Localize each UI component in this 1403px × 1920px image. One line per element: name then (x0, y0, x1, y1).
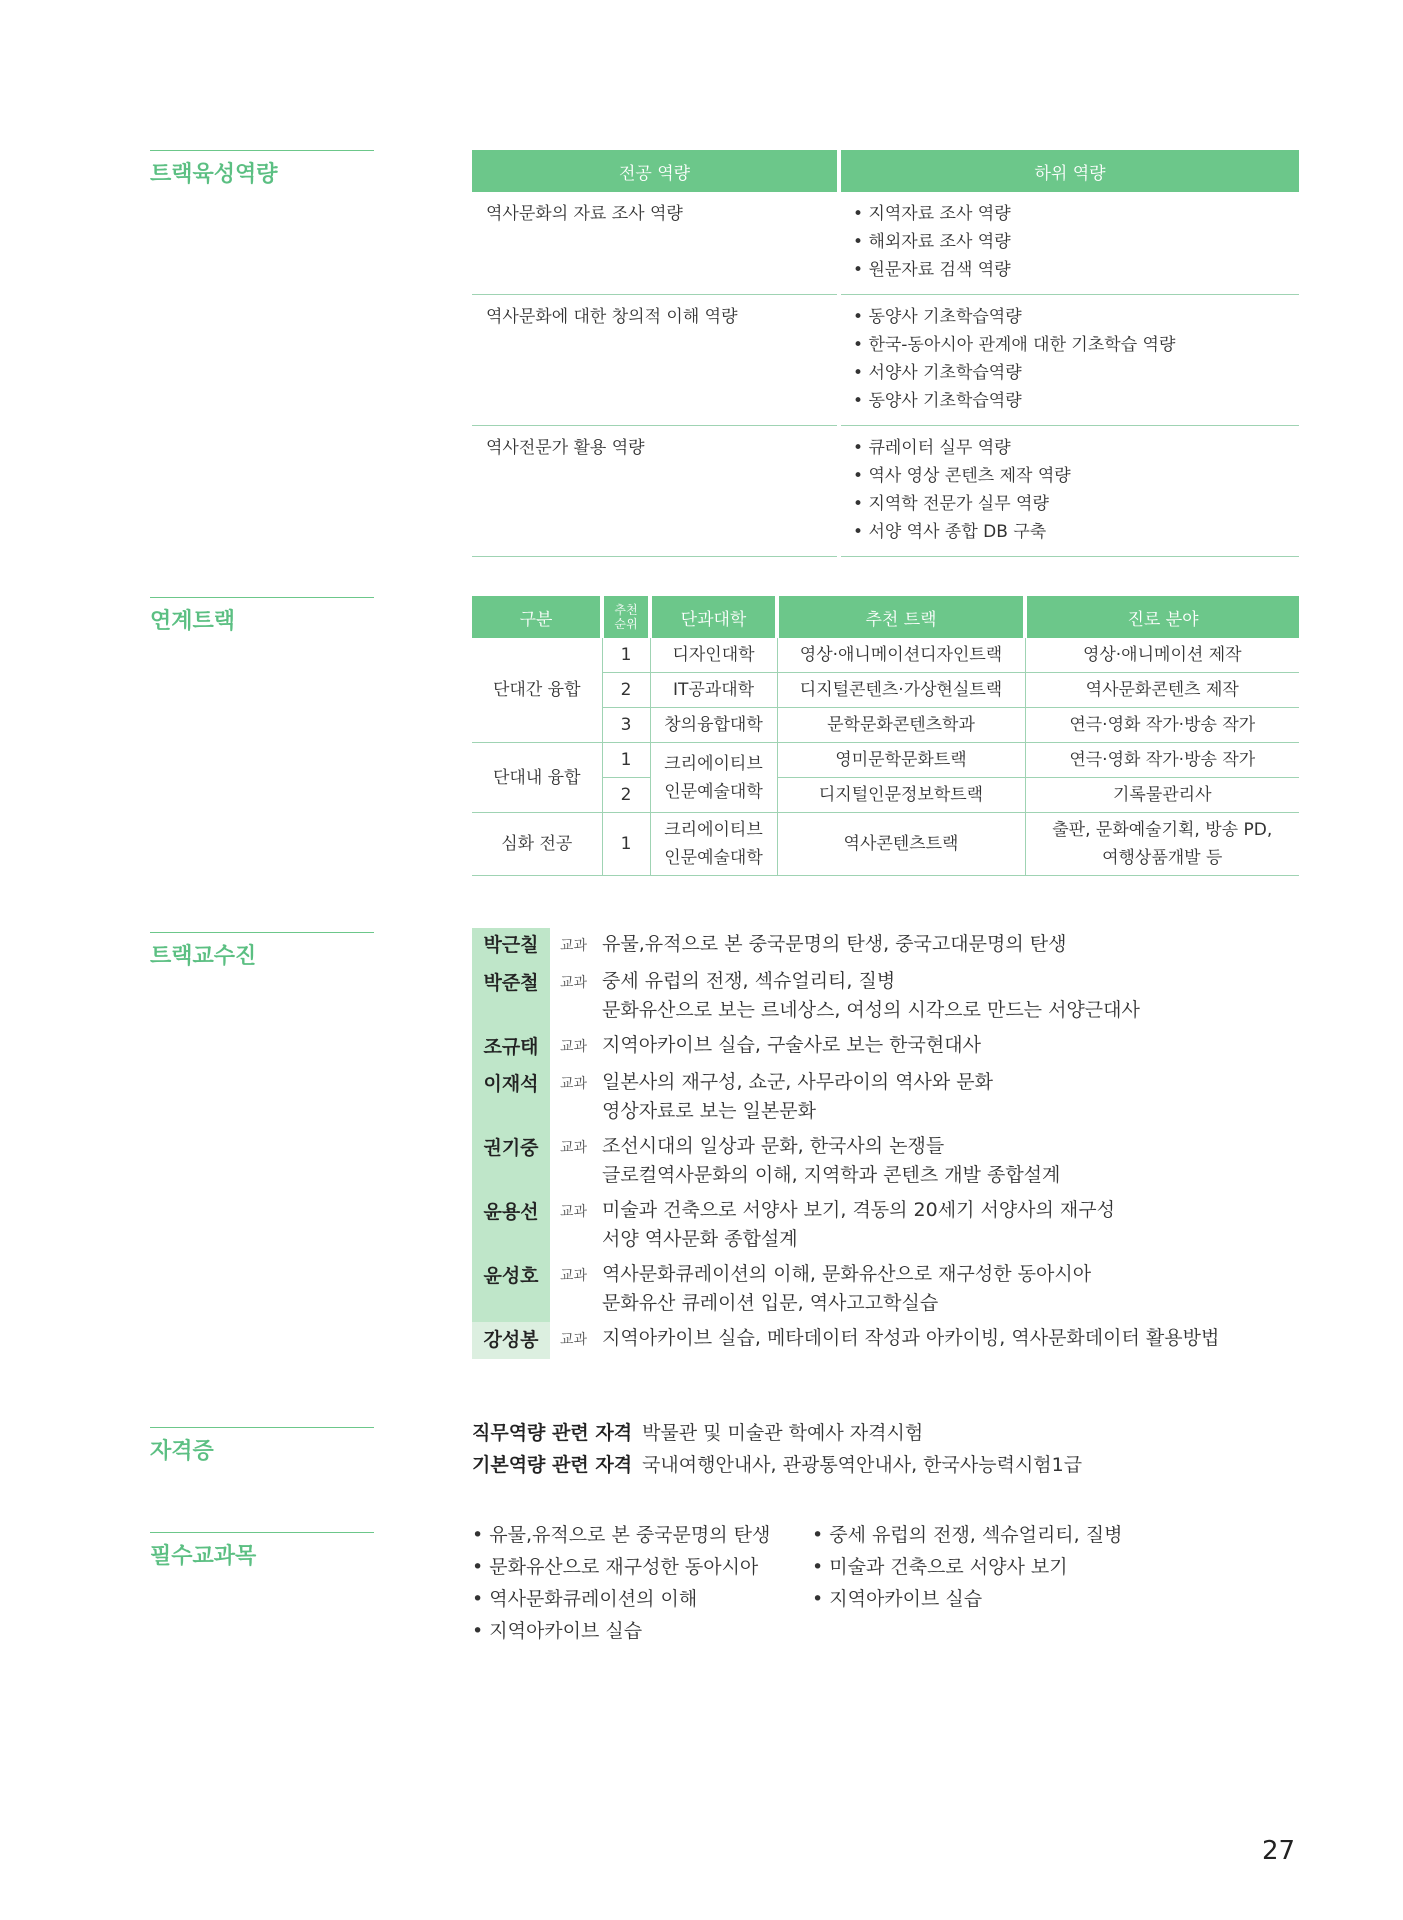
course-line: 영상자료로 보는 일본문화 (602, 1100, 816, 1122)
track-college: IT공과대학 (650, 673, 777, 708)
track-career: 연극·영화 작가·방송 작가 (1025, 743, 1299, 778)
list-item: • 역사문화큐레이션의 이해 (472, 1583, 812, 1615)
table-row (472, 426, 1299, 557)
track-type: 단대간 융합 (472, 638, 602, 743)
header-rank (602, 596, 650, 638)
course-tag: 교과 (560, 1332, 588, 1348)
course-line: 서양 역사문화 종합설계 (602, 1228, 798, 1250)
career-line: 출판, 문화예술기획, 방송 PD, (1052, 820, 1273, 840)
track-college: 창의융합대학 (650, 708, 777, 743)
course-line: 중세 유럽의 전쟁, 섹슈얼리티, 질병 (602, 970, 896, 992)
certificate-row (472, 1449, 1082, 1481)
faculty-courses (550, 1258, 1091, 1322)
track-career: 연극·영화 작가·방송 작가 (1025, 708, 1299, 743)
section-label-required: 필수교과목 (150, 1532, 374, 1570)
table-row (472, 638, 1299, 673)
section-label-competency: 트랙육성역량 (150, 150, 374, 188)
course-tag: 교과 (560, 1039, 588, 1055)
track-name: 문학문화콘텐츠학과 (777, 708, 1025, 743)
track-college (650, 743, 777, 813)
faculty-name: 강성봉 (472, 1322, 550, 1359)
faculty-row (472, 1130, 1292, 1194)
college-line: 크리에이티브 (664, 820, 763, 840)
course-line: 지역아카이브 실습, 구술사로 보는 한국현대사 (602, 1034, 981, 1056)
required-courses-col2 (812, 1519, 1122, 1647)
section-label-certificates: 자격증 (150, 1427, 374, 1465)
sub-competencies (839, 295, 1299, 426)
faculty-name: 권기중 (472, 1130, 550, 1194)
list-item: • 원문자료 검색 역량 (853, 256, 1285, 284)
table-row (472, 192, 1299, 295)
list-item: • 동양사 기초학습역량 (853, 303, 1285, 331)
track-rank: 3 (602, 708, 650, 743)
list-item: • 역사 영상 콘텐츠 제작 역량 (853, 462, 1285, 490)
college-line: 인문예술대학 (664, 848, 763, 868)
track-type: 단대내 융합 (472, 743, 602, 813)
header-sub-competency: 하위 역량 (839, 150, 1299, 192)
page-number: 27 (1262, 1836, 1296, 1866)
college-line: 크리에이티브 (664, 753, 763, 774)
track-career: 기록물관리사 (1025, 778, 1299, 813)
certificate-label: 직무역량 관련 자격 (472, 1422, 633, 1444)
header-major-competency: 전공 역량 (472, 150, 839, 192)
college-line: 인문예술대학 (664, 781, 763, 802)
list-item: • 미술과 건축으로 서양사 보기 (812, 1551, 1122, 1583)
list-item: • 지역자료 조사 역량 (853, 200, 1285, 228)
faculty-row (472, 1194, 1292, 1258)
course-line: 문화유산 큐레이션 입문, 역사고고학실습 (602, 1292, 939, 1314)
track-name: 영상·애니메이션디자인트랙 (777, 638, 1025, 673)
header-rank-line2: 순위 (614, 617, 638, 631)
header-track: 추천 트랙 (777, 596, 1025, 638)
faculty-courses (550, 965, 1140, 1029)
faculty-name: 조규태 (472, 1029, 550, 1066)
list-item: • 큐레이터 실무 역량 (853, 434, 1285, 462)
section-label-faculty: 트랙교수진 (150, 932, 374, 970)
certificates-list (472, 1417, 1082, 1481)
course-tag: 교과 (560, 1268, 588, 1284)
course-line: 역사문화큐레이션의 이해, 문화유산으로 재구성한 동아시아 (602, 1263, 1092, 1285)
track-name: 영미문학문화트랙 (777, 743, 1025, 778)
section-label-linked-track: 연계트랙 (150, 597, 374, 635)
course-line: 조선시대의 일상과 문화, 한국사의 논쟁들 (602, 1135, 945, 1157)
major-competency: 역사문화의 자료 조사 역량 (472, 192, 839, 295)
header-college: 단과대학 (650, 596, 777, 638)
track-rank: 1 (602, 638, 650, 673)
table-row (472, 295, 1299, 426)
course-line: 미술과 건축으로 서양사 보기, 격동의 20세기 서양사의 재구성 (602, 1199, 1115, 1221)
header-career: 진로 분야 (1025, 596, 1299, 638)
course-tag: 교과 (560, 975, 588, 991)
competency-table (472, 150, 1299, 557)
faculty-name: 윤용선 (472, 1194, 550, 1258)
faculty-row (472, 928, 1292, 965)
required-courses-col1 (472, 1519, 812, 1647)
table-row (472, 743, 1299, 778)
required-courses (472, 1519, 1122, 1647)
faculty-courses (550, 928, 1066, 965)
course-tag: 교과 (560, 938, 588, 954)
list-item: • 해외자료 조사 역량 (853, 228, 1285, 256)
list-item: • 문화유산으로 재구성한 동아시아 (472, 1551, 812, 1583)
course-line: 글로컬역사문화의 이해, 지역학과 콘텐츠 개발 종합설계 (602, 1164, 1061, 1186)
faculty-row (472, 965, 1292, 1029)
certificate-value: 국내여행안내사, 관광통역안내사, 한국사능력시험1급 (642, 1454, 1083, 1476)
major-competency: 역사문화에 대한 창의적 이해 역량 (472, 295, 839, 426)
course-tag: 교과 (560, 1076, 588, 1092)
track-college: 디자인대학 (650, 638, 777, 673)
list-item: • 서양 역사 종합 DB 구축 (853, 518, 1285, 546)
header-rank-line1: 추천 (614, 603, 638, 617)
major-competency: 역사전문가 활용 역량 (472, 426, 839, 557)
list-item: • 유물,유적으로 본 중국문명의 탄생 (472, 1519, 812, 1551)
table-row (472, 813, 1299, 876)
faculty-row (472, 1322, 1292, 1359)
track-career: 영상·애니메이션 제작 (1025, 638, 1299, 673)
list-item: • 지역아카이브 실습 (812, 1583, 1122, 1615)
faculty-name: 윤성호 (472, 1258, 550, 1322)
track-rank: 1 (602, 813, 650, 876)
track-career (1025, 813, 1299, 876)
track-type: 심화 전공 (472, 813, 602, 876)
faculty-name: 박근칠 (472, 928, 550, 965)
faculty-courses (550, 1066, 993, 1130)
track-name: 역사콘텐츠트랙 (777, 813, 1025, 876)
course-line: 문화유산으로 보는 르네상스, 여성의 시각으로 만드는 서양근대사 (602, 999, 1140, 1021)
faculty-courses (550, 1194, 1115, 1258)
faculty-courses (550, 1029, 981, 1066)
track-name: 디지털인문정보학트랙 (777, 778, 1025, 813)
list-item: • 지역아카이브 실습 (472, 1615, 812, 1647)
faculty-row (472, 1258, 1292, 1322)
linked-track-table (472, 596, 1299, 876)
faculty-list (472, 928, 1292, 1359)
track-rank: 1 (602, 743, 650, 778)
course-line: 지역아카이브 실습, 메타데이터 작성과 아카이빙, 역사문화데이터 활용방법 (602, 1327, 1220, 1349)
faculty-courses (550, 1322, 1219, 1359)
list-item: • 서양사 기초학습역량 (853, 359, 1285, 387)
faculty-courses (550, 1130, 1060, 1194)
track-college (650, 813, 777, 876)
faculty-row (472, 1029, 1292, 1066)
course-tag: 교과 (560, 1204, 588, 1220)
course-line: 일본사의 재구성, 쇼군, 사무라이의 역사와 문화 (602, 1071, 994, 1093)
sub-competencies (839, 192, 1299, 295)
sub-competencies (839, 426, 1299, 557)
faculty-name: 이재석 (472, 1066, 550, 1130)
course-tag: 교과 (560, 1140, 588, 1156)
track-rank: 2 (602, 673, 650, 708)
faculty-row (472, 1066, 1292, 1130)
list-item: • 중세 유럽의 전쟁, 섹슈얼리티, 질병 (812, 1519, 1122, 1551)
certificate-value: 박물관 및 미술관 학예사 자격시험 (642, 1422, 924, 1444)
header-type: 구분 (472, 596, 602, 638)
certificate-label: 기본역량 관련 자격 (472, 1454, 633, 1476)
track-rank: 2 (602, 778, 650, 813)
certificate-row (472, 1417, 1082, 1449)
course-line: 유물,유적으로 본 중국문명의 탄생, 중국고대문명의 탄생 (602, 933, 1067, 955)
list-item: • 동양사 기초학습역량 (853, 387, 1285, 415)
faculty-name: 박준철 (472, 965, 550, 1029)
list-item: • 한국-동아시아 관계애 대한 기초학습 역량 (853, 331, 1285, 359)
track-career: 역사문화콘텐츠 제작 (1025, 673, 1299, 708)
list-item: • 지역학 전문가 실무 역량 (853, 490, 1285, 518)
career-line: 여행상품개발 등 (1102, 848, 1223, 868)
track-name: 디지털콘텐츠·가상현실트랙 (777, 673, 1025, 708)
